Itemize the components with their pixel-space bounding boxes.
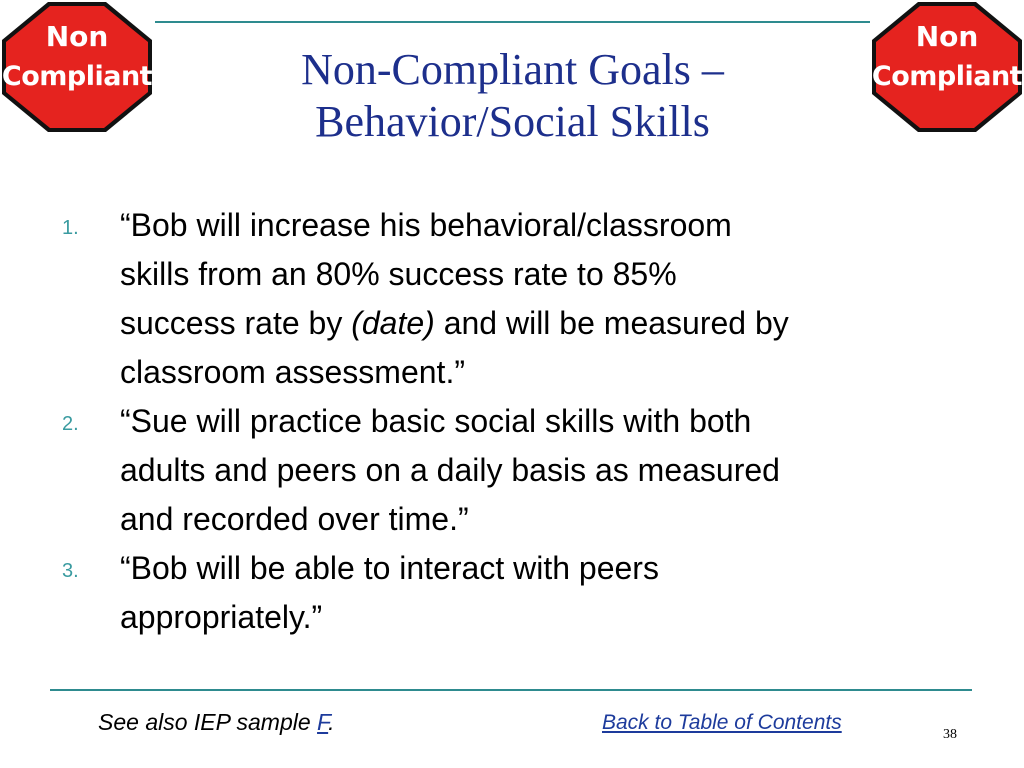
slide-number: 38: [943, 727, 957, 742]
goal-item-3: [62, 544, 962, 642]
stop-sign-text-line1: Non: [45, 20, 109, 53]
goal-item-2: [62, 397, 962, 544]
goal-text-line: adults and peers on a daily basis as measured: [120, 452, 780, 488]
goal-number: 3.: [62, 560, 79, 582]
bottom-divider: [50, 689, 972, 691]
slide-title-line2: Behavior/Social Skills: [315, 97, 710, 146]
goal-text-line: “Bob will be able to interact with peers: [120, 550, 659, 586]
see-also-note: See also IEP sample F.: [98, 709, 335, 735]
stop-sign-text-line1: Non: [915, 20, 979, 53]
goal-text-line: success rate by (date) and will be measured by: [120, 305, 789, 341]
goal-number: 1.: [62, 217, 79, 239]
goal-text-line: appropriately.”: [120, 599, 323, 635]
goal-text-line: and recorded over time.”: [120, 501, 469, 537]
stop-sign-text-line2: Compliant: [1, 61, 153, 92]
goal-text-line: classroom assessment.”: [120, 354, 465, 390]
top-divider: [155, 21, 870, 23]
goal-text-line: “Sue will practice basic social skills with both: [120, 403, 752, 439]
non-compliant-stop-sign-left: [0, 0, 154, 134]
back-to-table-of-contents-link[interactable]: Back to Table of Contents: [602, 711, 842, 734]
slide-title: [155, 44, 870, 148]
non-compliant-stop-sign-right: [870, 0, 1024, 134]
goal-list: [62, 201, 962, 642]
date-placeholder: (date): [351, 305, 435, 341]
stop-sign-text-line2: Compliant: [871, 61, 1023, 92]
back-to-toc: [602, 711, 842, 735]
goal-text-line: “Bob will increase his behavioral/classroom: [120, 207, 732, 243]
goal-item-1: [62, 201, 962, 397]
goal-text-line: skills from an 80% success rate to 85%: [120, 256, 677, 292]
slide-title-line1: Non-Compliant Goals –: [301, 45, 724, 94]
iep-sample-f-link[interactable]: F: [317, 709, 329, 735]
goal-number: 2.: [62, 413, 79, 435]
